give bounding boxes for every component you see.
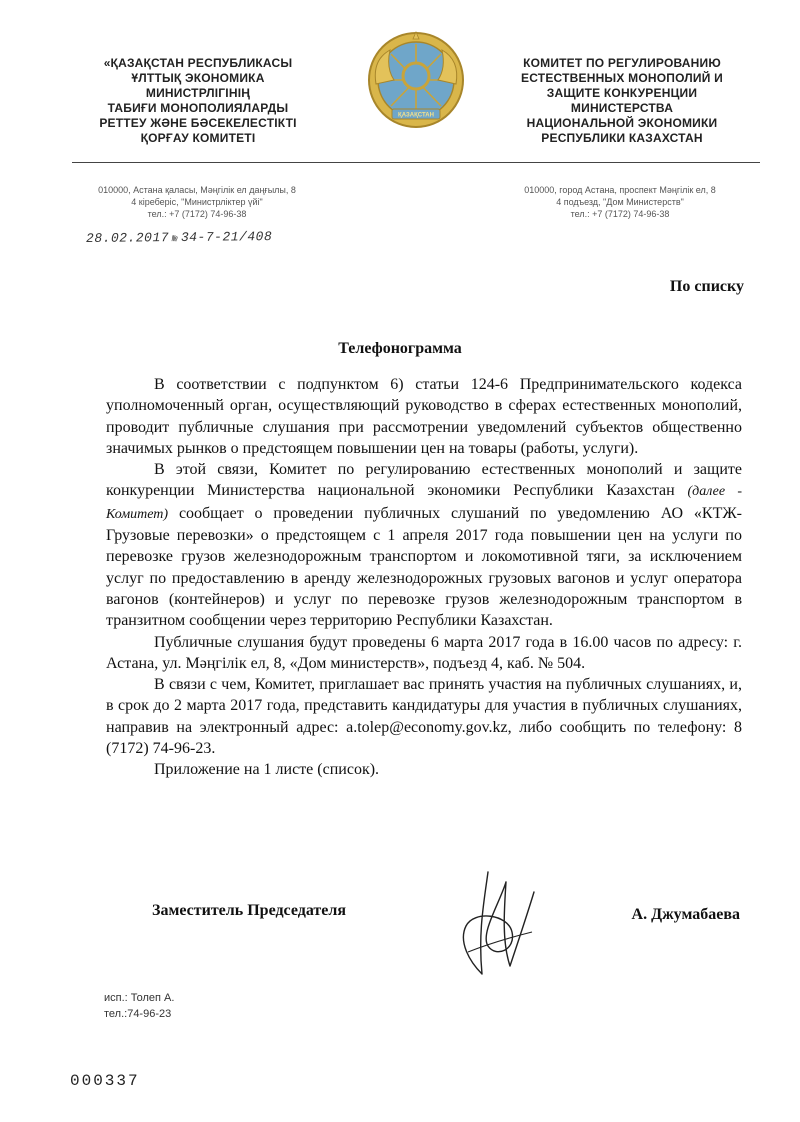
org-name-ru-line: РЕСПУБЛИКИ КАЗАХСТАН [541, 131, 703, 145]
registration-stamp [86, 229, 272, 246]
paragraph-text: сообщает о проведении публичных слушаний по уведомлению АО «КТЖ-Грузовые перевозки» о предстоящем с 1 апреля 2017 года повышении цен на услуги по перевозке грузов железнодорожным транспортом и локомотивной тяги, за исключением услуг по предоставлению в аренду железнодорожных грузовых вагонов и услуг оператора вагонов (контейнеров) и услуг по перевозке грузов железнодорожным транспортом в транзитном сообщении через территорию Республики Казахстан. [106, 504, 743, 630]
address-kz-line: тел.: +7 (7172) 74-96-38 [147, 209, 247, 219]
org-name-ru-line: НАЦИОНАЛЬНОЙ ЭКОНОМИКИ [526, 116, 718, 130]
executor-phone: тел.:74-96-23 [104, 1008, 172, 1020]
recipient: По списку [669, 278, 744, 295]
paragraph [106, 459, 742, 631]
handwritten-signature-icon [448, 862, 548, 982]
address-ru-line: 010000, город Астана, проспект Мәңгілік ел, 8 [524, 185, 716, 195]
org-name-kz-line: «ҚАЗАҚСТАН РЕСПУБЛИКАСЫ [103, 56, 293, 70]
org-name-ru-line: ЕСТЕСТВЕННЫХ МОНОПОЛИЙ И [521, 71, 723, 85]
org-name-kz-line: ТАБИҒИ МОНОПОЛИЯЛАРДЫ [107, 101, 289, 115]
header-divider [72, 162, 760, 163]
state-emblem-icon [366, 30, 466, 130]
org-name-ru-line: МИНИСТЕРСТВА [570, 101, 674, 115]
paragraph: В соответствии с подпунктом 6) статьи 124-6 Предпринимательского кодекса уполномоченный орган, осуществляющий руководство в сферах естественных монополий, проводит публичные слушания при рассмотрении уведомлений субъектов общественно значимых рынков о предстоящем повышении цен на товары (работы, услуги). [106, 376, 742, 457]
org-name-kz-line: МИНИСТРЛІГІНІҢ [145, 86, 251, 100]
address-kz-line: 010000, Астана қаласы, Мәңгілік ел даңғылы, 8 [98, 185, 296, 195]
signatory-position: Заместитель Председателя [152, 902, 347, 919]
org-name-kz-line: ҚОРҒАУ КОМИТЕТІ [140, 131, 256, 145]
abbreviation-note: (далее - Комитет) [106, 484, 743, 522]
emblem-text: ҚАЗАҚСТАН [398, 112, 434, 119]
registration-separator: № [171, 234, 178, 245]
paragraph: Публичные слушания будут проведены 6 марта 2017 года в 16.00 часов по адресу: г. Астана, ул. Мәңгілік ел, 8, «Дом министерств», подъезд 4, каб. № 504. [106, 633, 742, 672]
address-ru [495, 184, 745, 220]
paragraph: Приложение на 1 листе (список). [154, 761, 380, 779]
document-body [106, 374, 742, 781]
paragraph-text: В этой связи, Комитет по регулированию естественных монополий и защите конкуренции Министерства национальной экономики Республики Казахстан [106, 461, 742, 500]
org-name-ru-line: ЗАЩИТЕ КОНКУРЕНЦИИ [546, 86, 698, 100]
document-title: Телефонограмма [338, 340, 462, 357]
signatory-name: А. Джумабаева [631, 906, 740, 923]
executor-name: исп.: Толеп А. [104, 992, 175, 1004]
paragraph: В связи с чем, Комитет, приглашает вас принять участия на публичных слушаниях, и, в срок до 2 марта 2017 года, представить кандидатуры для участия в публичных слушаниях, направив на электронный адрес: a.tolep@economy.gov.kz, либо сообщить по телефону: 8 (7172) 74-96-23. [106, 676, 742, 758]
org-name-kz-line: РЕТТЕУ ЖӘНЕ БӘСЕКЕЛЕСТІКТІ [99, 116, 297, 130]
org-name-kz [78, 56, 318, 146]
executor-info [104, 990, 174, 1022]
address-ru-line: 4 подъезд, "Дом Министерств" [556, 197, 684, 207]
address-kz [72, 184, 322, 220]
org-name-ru [502, 56, 742, 146]
registration-date: 28.02.2017 [85, 230, 170, 246]
address-kz-line: 4 кіреберіс, "Министрліктер үйі" [131, 197, 263, 207]
registration-number: 34-7-21/408 [180, 229, 273, 245]
address-ru-line: тел.: +7 (7172) 74-96-38 [570, 209, 670, 219]
org-name-kz-line: ҰЛТТЫҚ ЭКОНОМИКА [131, 71, 265, 85]
org-name-ru-line: КОМИТЕТ ПО РЕГУЛИРОВАНИЮ [523, 56, 721, 70]
serial-number: 000337 [70, 1072, 140, 1090]
